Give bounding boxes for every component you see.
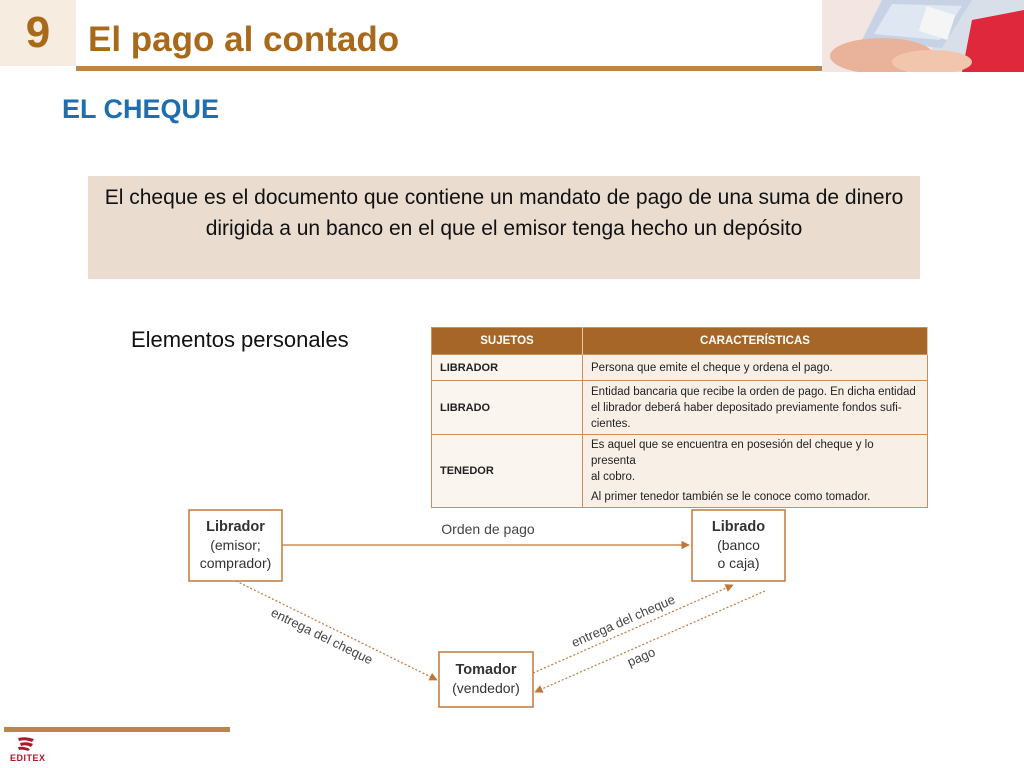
definition-box (88, 176, 920, 279)
tomador-box (439, 652, 533, 707)
librador-line2: comprador) (199, 555, 272, 571)
table-row (432, 435, 928, 508)
chapter-number-badge: 9 (0, 0, 76, 66)
table-cell-characteristic (583, 381, 928, 435)
table-cell-subject: TENEDOR (432, 435, 583, 508)
librador-title: Librador (206, 519, 265, 535)
table-row (432, 381, 928, 435)
characteristic-line: Al primer tenedor también se le conoce como tomador. (591, 491, 871, 503)
characteristic-line: Es aquel que se encuentra en posesión del cheque y lo presenta (591, 439, 874, 467)
table-cell-subject: LIBRADO (432, 381, 583, 435)
entrega-cheque-left-label: entrega del cheque (268, 604, 376, 668)
characteristic-line: al cobro. (591, 471, 636, 483)
table-cell-characteristic (583, 355, 928, 381)
librador-box (189, 510, 282, 581)
definition-text: El cheque es el documento que contiene un mandato de pago de una suma de dinero dirigida a un banco en el que el emisor tenga hecho un depósito (104, 186, 904, 240)
section-heading: EL CHEQUE (62, 94, 220, 124)
entrega-cheque-left-arrow (236, 581, 437, 680)
table-header-subjects: SUJETOS (432, 328, 583, 355)
table-header-row (432, 328, 928, 355)
table-cell-subject: LIBRADOR (432, 355, 583, 381)
entrega-cheque-right-label: entrega del cheque (569, 591, 678, 651)
tomador-line1: (vendedor) (452, 680, 520, 696)
tomador-title: Tomador (455, 662, 517, 678)
librador-line1: (emisor; (210, 537, 261, 553)
header-divider (76, 66, 824, 71)
orden-de-pago-label: Orden de pago (441, 521, 535, 537)
characteristic-line: el librador deberá haber depositado previamente fondos sufi- (591, 401, 902, 414)
librado-box (692, 510, 785, 581)
header-photo (822, 0, 1024, 72)
page-title: El pago al contado (88, 20, 400, 59)
pago-label: pago (624, 644, 658, 670)
elements-label: Elementos personales (131, 327, 349, 352)
characteristic-line: Entidad bancaria que recibe la orden de pago. En dicha entidad (591, 385, 916, 398)
table-header-characteristics: CARACTERÍSTICAS (583, 328, 928, 355)
cheque-flow-diagram (0, 500, 1024, 720)
editex-logo-text: EDITEX (10, 753, 46, 763)
table-row (432, 355, 928, 381)
footer-divider (4, 727, 230, 732)
table-cell-characteristic (583, 435, 928, 508)
subjects-table (431, 327, 928, 508)
characteristic-line: cientes. (591, 417, 631, 430)
librado-line2: o caja) (717, 555, 760, 571)
characteristic-line: Persona que emite el cheque y ordena el pago. (591, 361, 833, 374)
librado-title: Librado (711, 519, 766, 535)
librado-line1: (banco (717, 537, 760, 553)
